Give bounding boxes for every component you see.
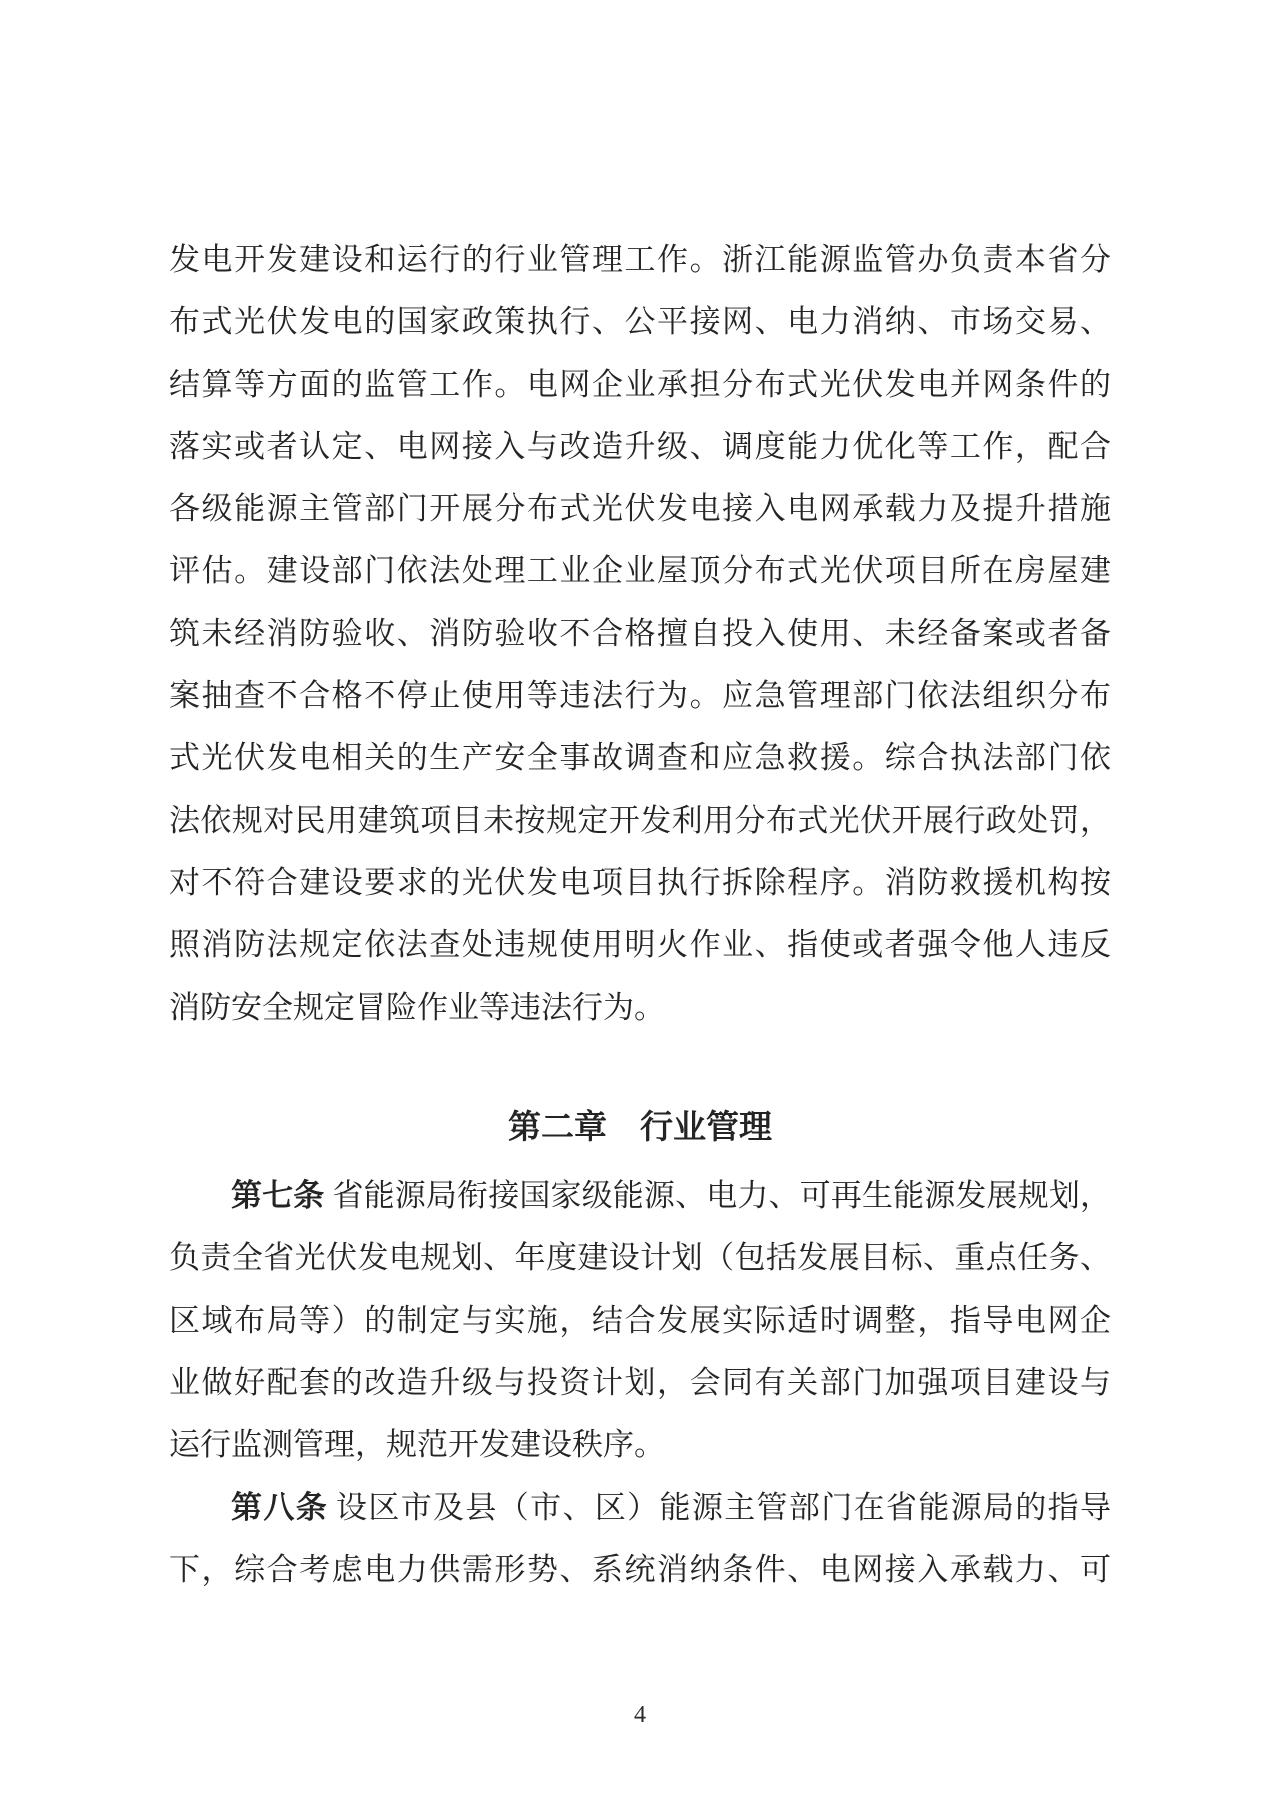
body-text-line: 业做好配套的改造升级与投资计划，会同有关部门加强项目建设与 — [169, 1365, 1111, 1401]
paragraph-continuation — [169, 229, 1111, 1039]
body-text-line: 结算等方面的监管工作。电网企业承担分布式光伏发电并网条件的 — [169, 366, 1111, 402]
body-text-line — [169, 1477, 1111, 1539]
document-body — [169, 229, 1111, 1601]
body-text-line: 负责全省光伏发电规划、年度建设计划（包括发展目标、重点任务、 — [169, 1240, 1111, 1276]
article8-first-line-text: 设区市及县（市、区）能源主管部门在省能源局的指导 — [336, 1489, 1112, 1525]
article7-first-line-text: 省能源局衔接国家级能源、电力、可再生能源发展规划， — [332, 1178, 1112, 1214]
body-text-line: 下，综合考虑电力供需形势、系统消纳条件、电网接入承载力、可 — [169, 1551, 1111, 1587]
body-text-line: 运行监测管理，规范开发建设秩序。 — [169, 1427, 665, 1463]
body-text-line: 案抽查不合格不停止使用等违法行为。应急管理部门依法组织分布 — [169, 678, 1111, 714]
body-text-line: 评估。建设部门依法处理工业企业屋顶分布式光伏项目所在房屋建 — [169, 553, 1111, 589]
body-text-line: 照消防法规定依法查处违规使用明火作业、指使或者强令他人违反 — [169, 927, 1111, 963]
body-text-line: 布式光伏发电的国家政策执行、公平接网、电力消纳、市场交易、 — [169, 304, 1111, 340]
article-8 — [169, 1477, 1111, 1602]
article-7 — [169, 1165, 1111, 1476]
body-text-line: 对不符合建设要求的光伏发电项目执行拆除程序。消防救援机构按 — [169, 864, 1111, 900]
body-text-line: 筑未经消防验收、消防验收不合格擅自投入使用、未经备案或者备 — [169, 615, 1111, 651]
article8-number-label: 第八条 — [231, 1489, 329, 1525]
page-number: 4 — [634, 1702, 646, 1728]
body-text-line: 区域布局等）的制定与实施，结合发展实际适时调整，指导电网企 — [169, 1302, 1111, 1338]
body-text-line: 消防安全规定冒险作业等违法行为。 — [169, 989, 665, 1025]
chapter-heading: 第二章 行业管理 — [508, 1106, 772, 1146]
body-text-line: 发电开发建设和运行的行业管理工作。浙江能源监管办负责本省分 — [169, 242, 1111, 277]
body-text-line: 式光伏发电相关的生产安全事故调查和应急救援。综合执法部门依 — [169, 740, 1111, 776]
body-text-line: 各级能源主管部门开展分布式光伏发电接入电网承载力及提升措施 — [169, 491, 1111, 527]
body-text-line: 法依规对民用建筑项目未按规定开发利用分布式光伏开展行政处罚， — [169, 802, 1111, 838]
body-text-line: 落实或者认定、电网接入与改造升级、调度能力优化等工作，配合 — [169, 428, 1111, 464]
article7-number-label: 第七条 — [231, 1178, 325, 1214]
body-text-line — [169, 1165, 1111, 1227]
